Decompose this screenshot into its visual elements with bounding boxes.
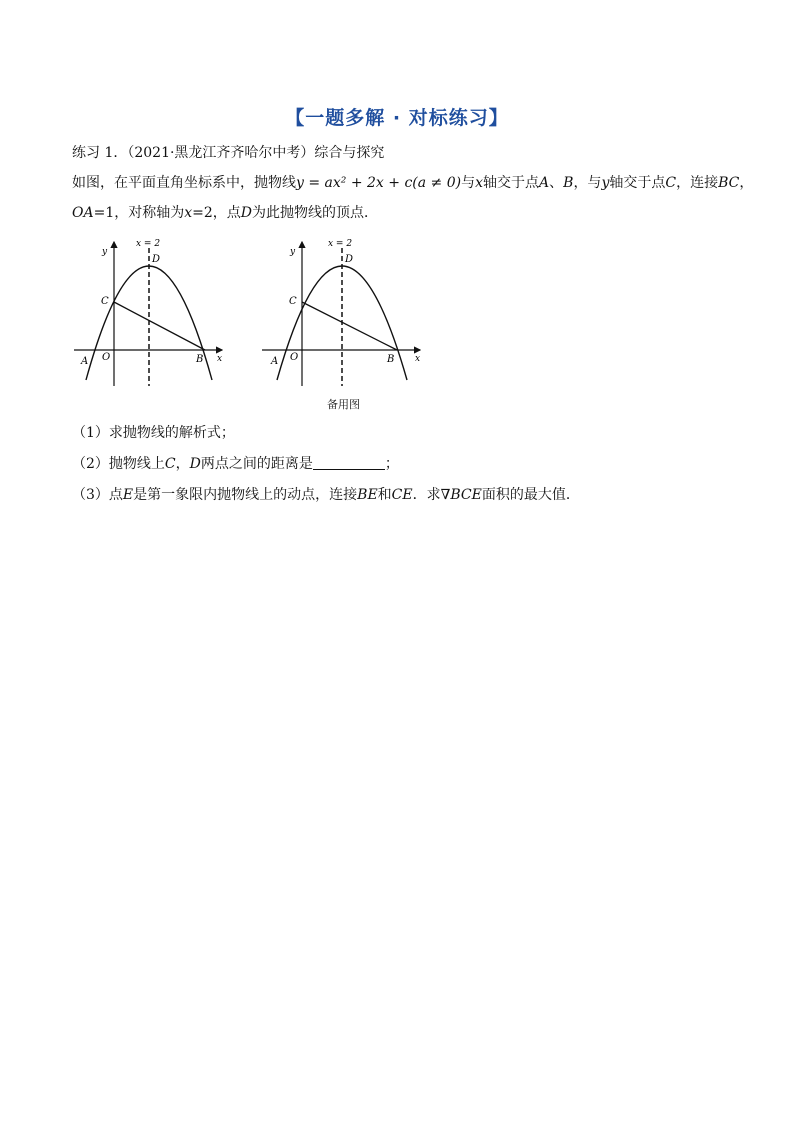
parabola-graph [72,236,232,391]
parabola-figure-main [72,236,232,395]
label-c: C [101,296,109,307]
problem-heading: 练习 1．（2021·黑龙江齐齐哈尔中考）综合与探究 [72,145,385,161]
label-d: D [345,254,354,265]
label-d: D [152,254,161,265]
question-1: （1）求抛物线的解析式； [72,425,235,441]
label-x: x [217,354,223,364]
label-axis-eq: x = 2 [328,239,353,249]
label-y: y [290,247,296,257]
question-3: （3）点E是第一象限内抛物线上的动点，连接BE和CE．求∇BCE面积的最大值． [72,487,580,503]
segment-bc [114,302,205,350]
label-a: A [81,356,89,367]
parabola-graph-spare [260,236,425,391]
problem-line-2: 如图，在平面直角坐标系中，抛物线y = ax² + 2x + c(a ≠ 0)与x轴交于点A、B，与y轴交于点C，连接BC， [72,175,754,191]
label-b: B [196,354,204,365]
label-a: A [271,356,279,367]
parabola-figure-spare [260,236,425,395]
label-axis-eq: x = 2 [136,239,161,249]
label-b: B [387,354,395,365]
label-c: C [289,296,297,307]
section-title: 【一题多解 · 对标练习】 [285,107,509,129]
question-2: （2）抛物线上C，D两点之间的距离是 ； [72,456,399,472]
figure-caption: 备用图 [327,398,360,411]
label-o: O [102,352,111,363]
label-o: O [290,352,299,363]
label-x: x [415,354,421,364]
parabola-equation: y = ax² + 2x + c(a ≠ 0) [296,175,462,191]
label-y: y [102,247,108,257]
answer-blank[interactable] [313,454,385,470]
problem-line-3: OA=1，对称轴为x=2，点D为此抛物线的顶点． [72,205,379,221]
